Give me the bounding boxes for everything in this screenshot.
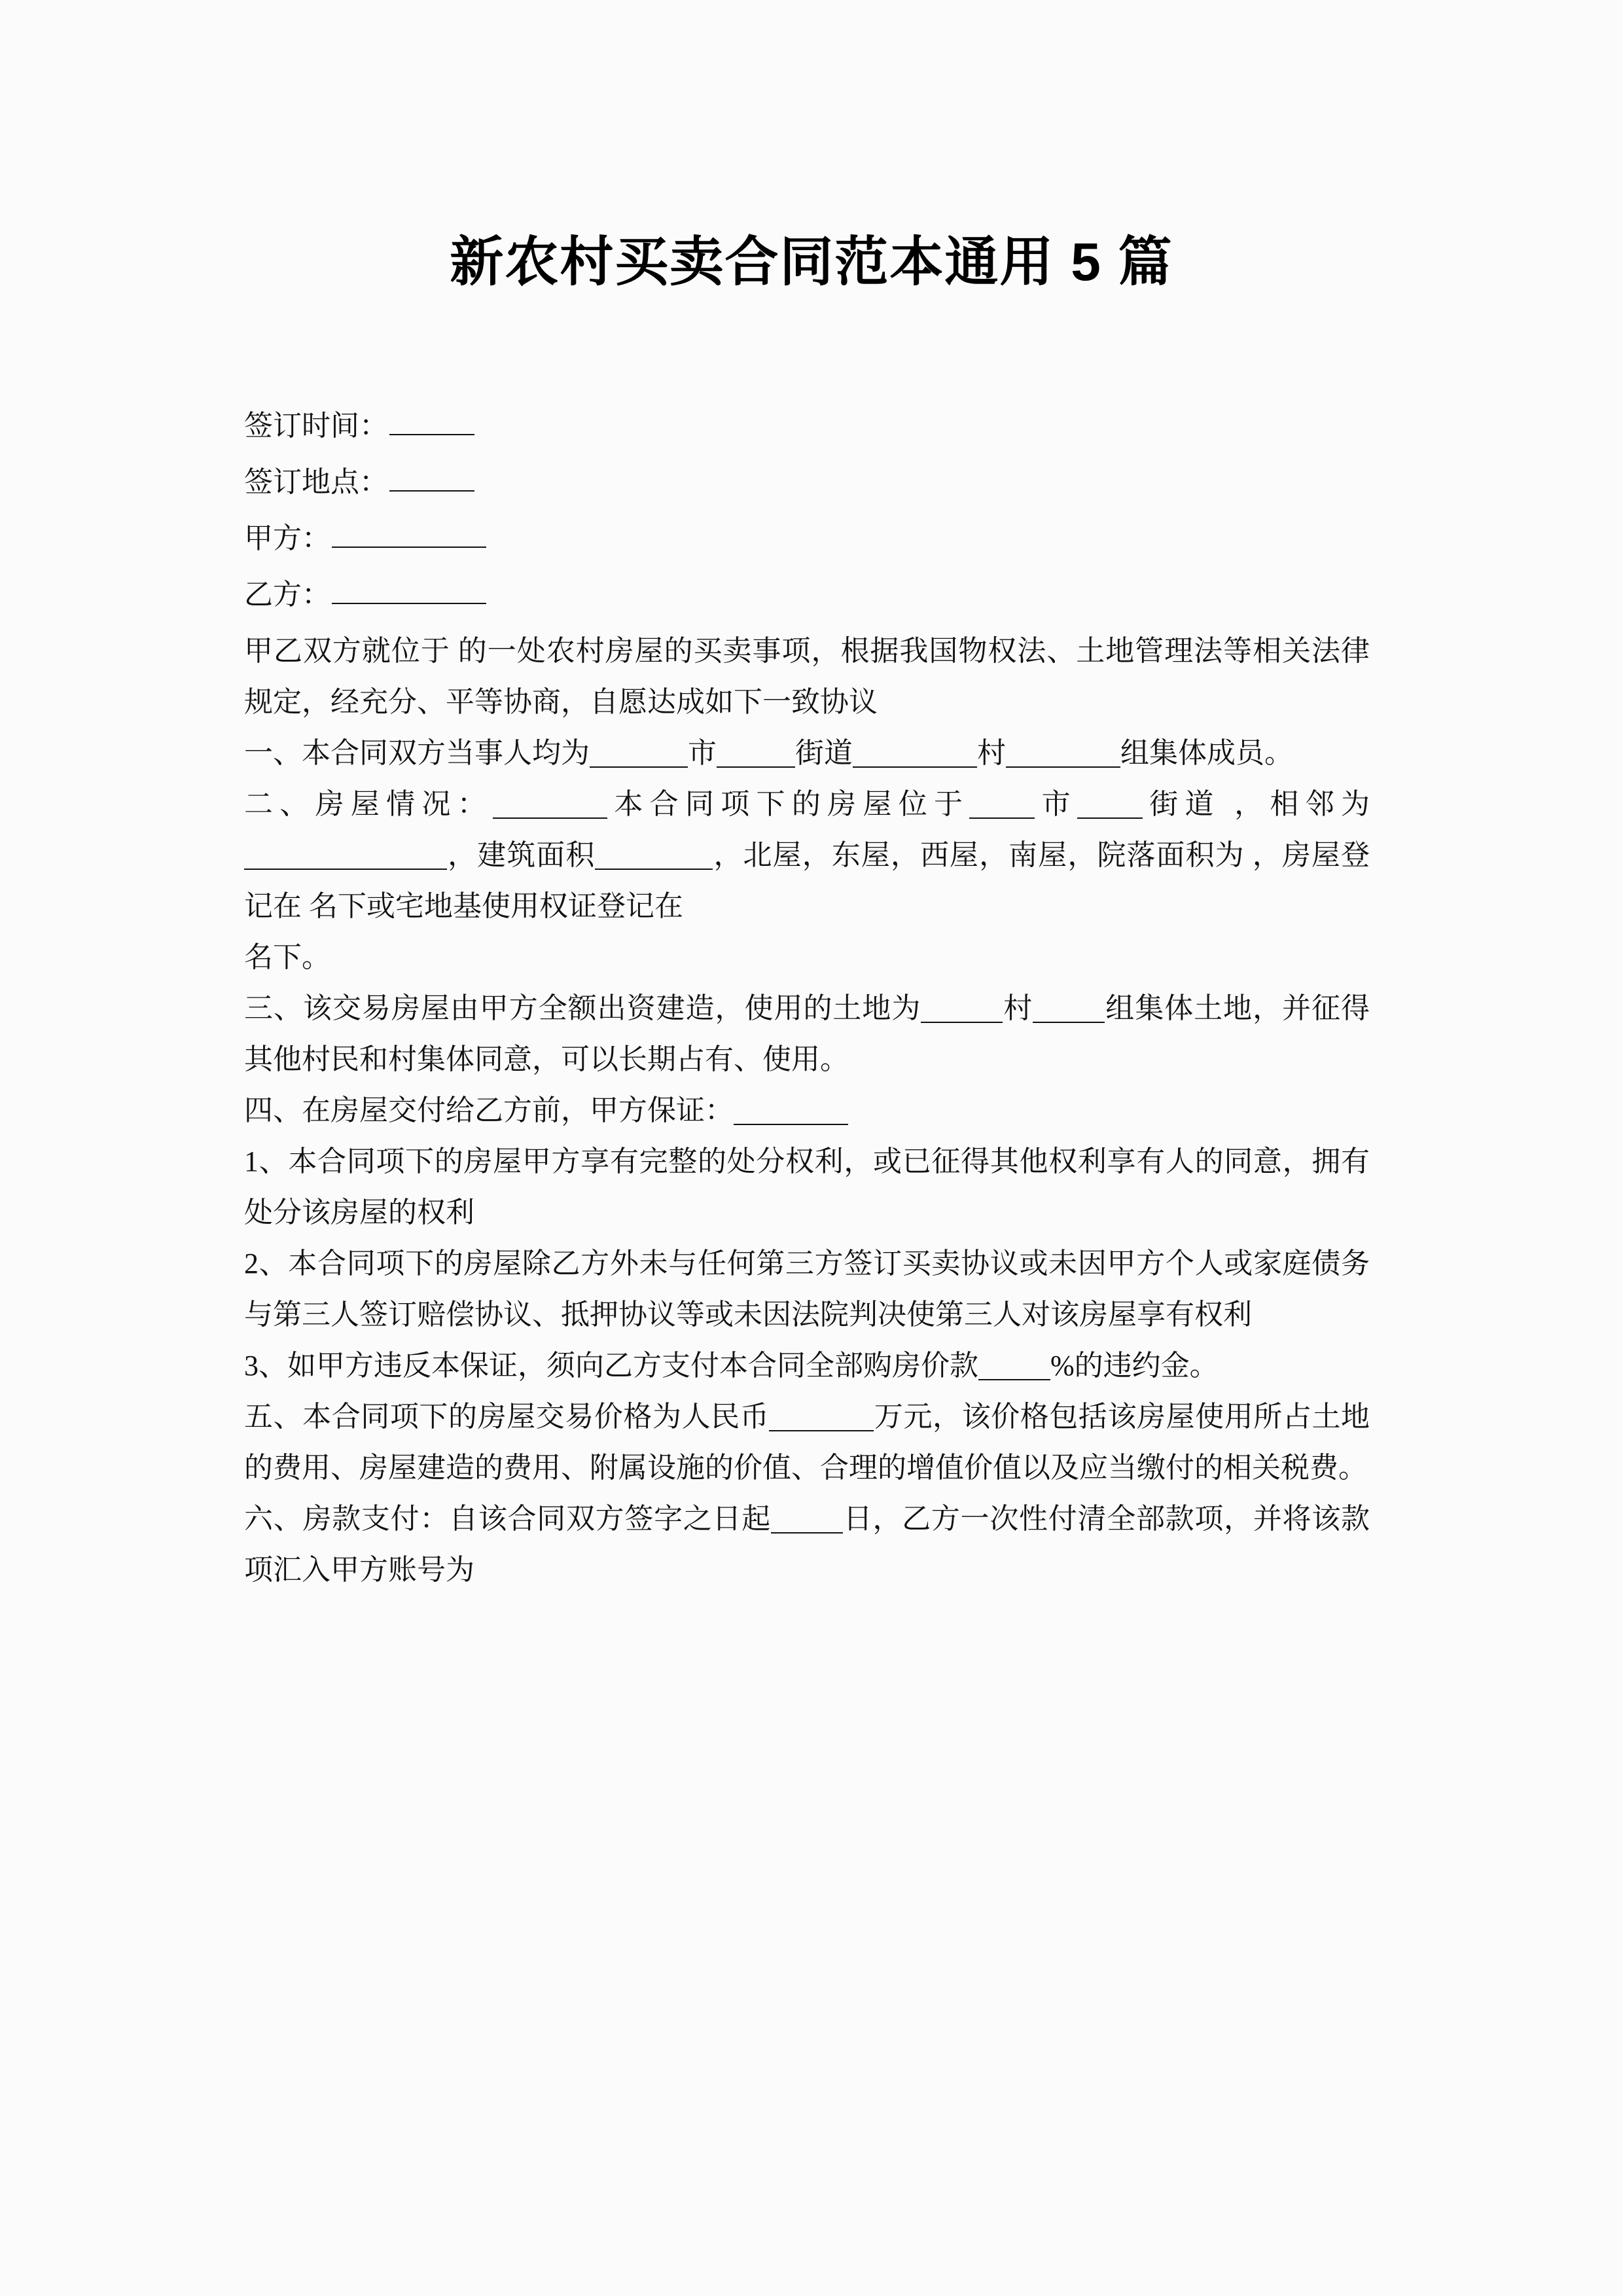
- clause-paragraph: [244, 1494, 1370, 1596]
- clause-text: 万元，该价格包括该房屋使用所占土地的费用、房屋建造的费用、附属设施的价值、合理的增值价值以及应当缴付的相关税费。: [244, 1401, 1370, 1484]
- clause-paragraph: [244, 728, 1370, 779]
- inline-blank-field[interactable]: [595, 839, 713, 870]
- clause-text: 街道 ，相邻为: [1142, 788, 1370, 820]
- header-field-row: [244, 401, 1370, 452]
- clause-text: 二、房屋情况：: [244, 788, 493, 820]
- clause-text: 组集体土地，并征得其他村民和村集体同意，可以长期占有、使用。: [244, 992, 1370, 1075]
- field-blank-line[interactable]: [332, 574, 486, 604]
- clause-text: 村: [1003, 992, 1033, 1024]
- clause-text: 五、本合同项下的房屋交易价格为人民币: [244, 1401, 770, 1433]
- header-field-row: [244, 457, 1370, 508]
- clause-text: 市: [688, 737, 717, 769]
- inline-blank-field[interactable]: [1033, 992, 1105, 1023]
- inline-blank-field[interactable]: [493, 788, 607, 819]
- header-fields-group: [244, 401, 1370, 620]
- header-field-row: [244, 513, 1370, 564]
- clause-paragraph: [244, 1238, 1370, 1340]
- inline-blank-field[interactable]: [1077, 788, 1143, 819]
- clause-text: 四、在房屋交付给乙方前，甲方保证：: [244, 1094, 734, 1126]
- clause-list: [244, 626, 1370, 1596]
- clause-paragraph: [244, 1136, 1370, 1238]
- clause-text: 市: [1035, 788, 1077, 820]
- field-label: 甲方：: [244, 522, 330, 554]
- inline-blank-field[interactable]: [734, 1094, 848, 1125]
- clause-text: ，建筑面积: [447, 839, 596, 871]
- clause-text: 名下。: [244, 941, 330, 973]
- clause-text: 街道: [795, 737, 853, 769]
- field-label: 签订时间：: [244, 410, 388, 442]
- field-blank-line[interactable]: [332, 518, 486, 548]
- clause-paragraph: [244, 626, 1370, 728]
- clause-paragraph: [244, 983, 1370, 1085]
- clause-text: 三、该交易房屋由甲方全额出资建造，使用的土地为: [244, 992, 921, 1024]
- inline-blank-field[interactable]: [244, 839, 447, 870]
- clause-text: 一、本合同双方当事人均为: [244, 737, 590, 769]
- clause-paragraph: [244, 1085, 1370, 1136]
- clause-text: 组集体成员。: [1120, 737, 1293, 769]
- inline-blank-field[interactable]: [921, 992, 1003, 1023]
- clause-paragraph: [244, 1340, 1370, 1391]
- inline-blank-field[interactable]: [717, 737, 795, 768]
- clause-text: 甲乙双方就位于 的一处农村房屋的买卖事项，根据我国物权法、土地管理法等相关法律规定，经充分、平等协商，自愿达成如下一致协议: [244, 635, 1370, 718]
- field-label: 签订地点：: [244, 466, 388, 498]
- clause-paragraph: [244, 779, 1370, 932]
- field-blank-line[interactable]: [389, 405, 474, 435]
- inline-blank-field[interactable]: [969, 788, 1035, 819]
- field-label: 乙方：: [244, 579, 330, 611]
- clause-paragraph: [244, 1391, 1370, 1494]
- inline-blank-field[interactable]: [590, 737, 688, 768]
- page-title: 新农村买卖合同范本通用 5 篇: [450, 232, 1173, 292]
- clause-text: 1、本合同项下的房屋甲方享有完整的处分权利，或已征得其他权利享有人的同意，拥有处分该房屋的权利: [244, 1145, 1370, 1229]
- inline-blank-field[interactable]: [853, 737, 977, 768]
- clause-paragraph: [244, 932, 1370, 983]
- inline-blank-field[interactable]: [1006, 737, 1120, 768]
- clause-text: 日，乙方一次性付清全部款项，并将该款项汇入甲方账号为: [244, 1503, 1370, 1586]
- header-field-row: [244, 569, 1370, 620]
- clause-text: ，北屋，东屋，西屋，南屋，院落面积为 ，房屋登记在 名下或宅地基使用权证登记在: [244, 839, 1370, 922]
- clause-text: %的违约金。: [1050, 1350, 1219, 1382]
- clause-text: 2、本合同项下的房屋除乙方外未与任何第三方签订买卖协议或未因甲方个人或家庭债务与第三人签订赔偿协议、抵押协议等或未因法院判决使第三人对该房屋享有权利: [244, 1247, 1370, 1331]
- clause-text: 村: [977, 737, 1006, 769]
- inline-blank-field[interactable]: [771, 1503, 843, 1534]
- clause-text: 3、如甲方违反本保证，须向乙方支付本合同全部购房价款: [244, 1350, 978, 1382]
- clause-text: 六、房款支付：自该合同双方签字之日起: [244, 1503, 771, 1535]
- clause-text: 本合同项下的房屋位于: [607, 788, 970, 820]
- document-body: [244, 401, 1370, 1596]
- inline-blank-field[interactable]: [978, 1350, 1050, 1380]
- inline-blank-field[interactable]: [769, 1401, 874, 1431]
- field-blank-line[interactable]: [389, 461, 474, 492]
